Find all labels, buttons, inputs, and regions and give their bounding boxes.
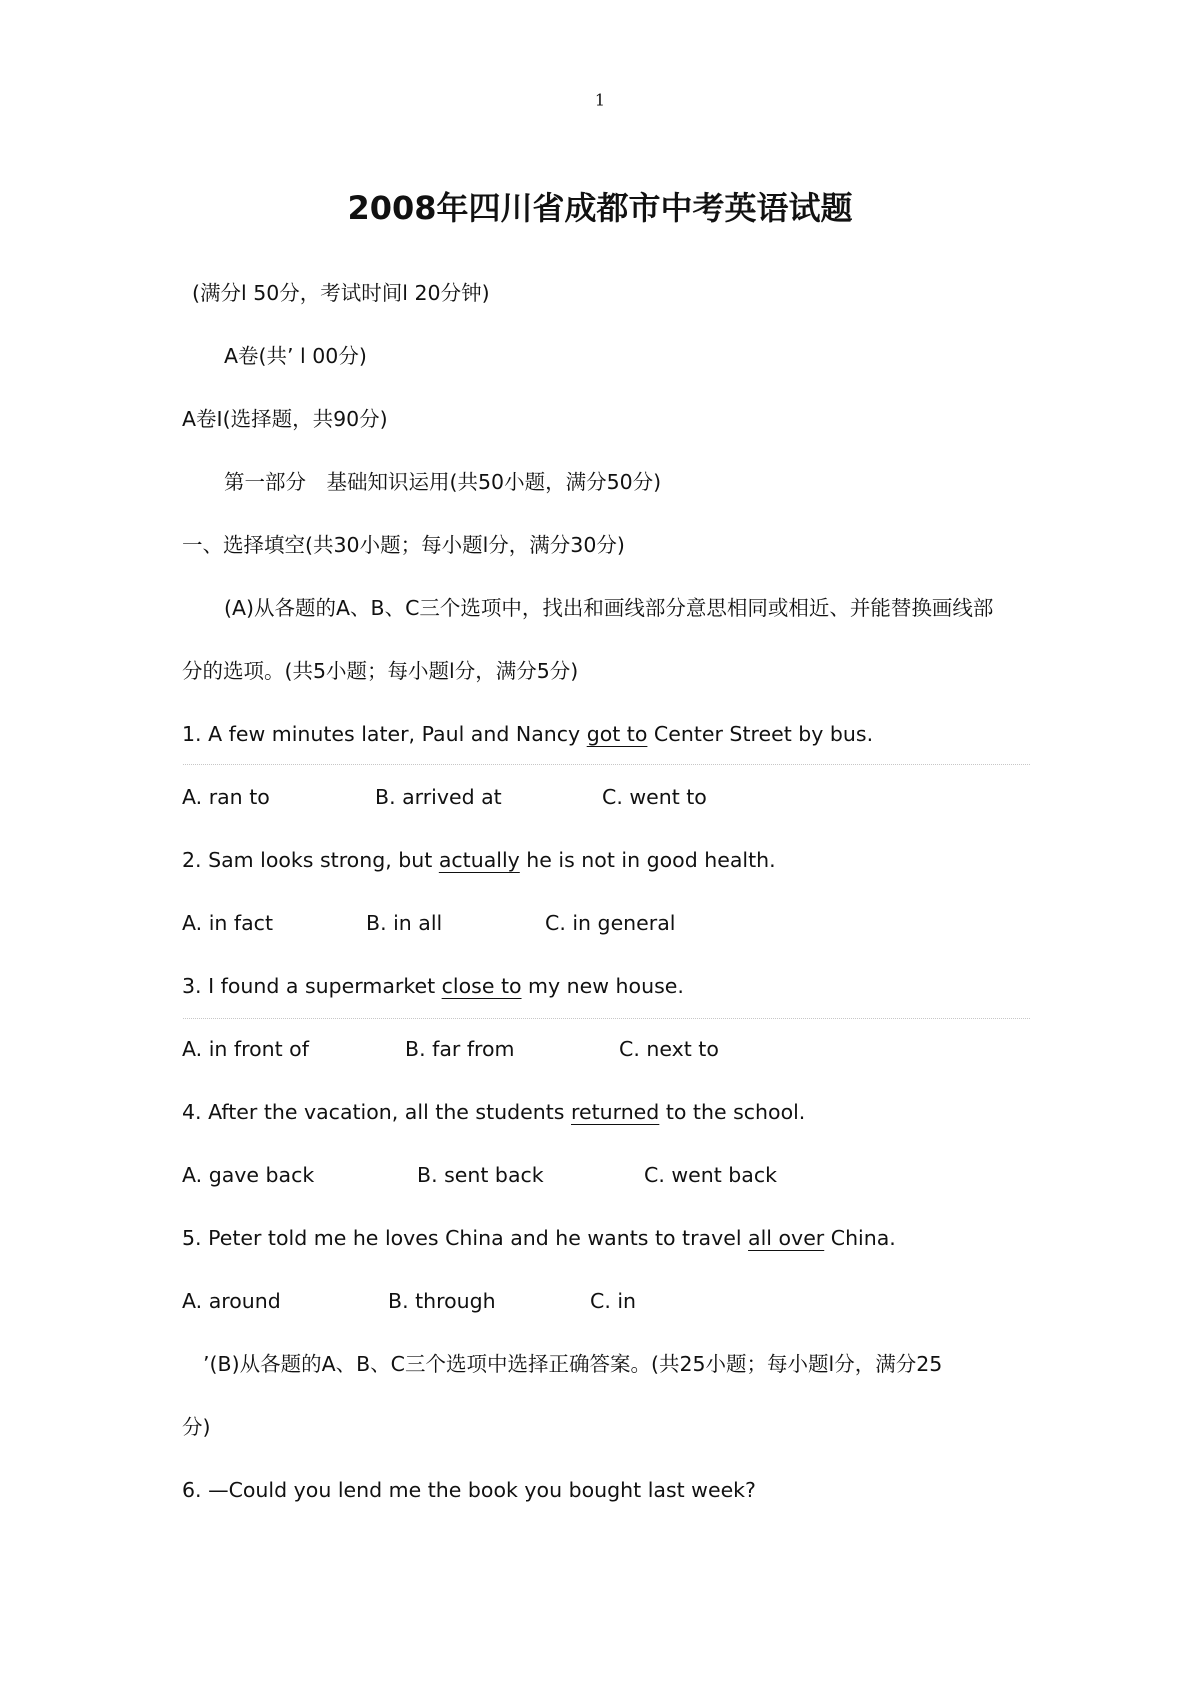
instruction-a-line2: 分的选项。(共5小题；每小题l分，满分5分) xyxy=(182,659,579,683)
option-c: C. went to xyxy=(602,785,707,809)
question-3-text-end: my new house. xyxy=(521,974,684,998)
question-3-text: 3. I found a supermarket xyxy=(182,974,442,998)
question-3-underlined: close to xyxy=(441,974,522,998)
option-c: C. next to xyxy=(619,1037,719,1061)
option-a: A. in front of xyxy=(182,1037,309,1061)
question-5-underlined: all over xyxy=(748,1226,825,1250)
option-a: A. ran to xyxy=(182,785,270,809)
option-a: A. gave back xyxy=(182,1163,315,1187)
question-2-underlined: actually xyxy=(438,848,520,872)
question-4-text-end: to the school. xyxy=(659,1100,806,1124)
option-c: C. in general xyxy=(545,911,676,935)
question-4-underlined: returned xyxy=(571,1100,660,1124)
full-marks-note: (满分l 50分，考试时间l 20分钟) xyxy=(192,281,490,305)
question-1 xyxy=(182,720,873,748)
option-b: B. through xyxy=(388,1289,496,1313)
question-6: 6. —Could you lend me the book you bought last week? xyxy=(182,1478,756,1502)
juan-a-1-heading: A卷I(选择题，共90分) xyxy=(182,407,388,431)
question-2-text-end: he is not in good health. xyxy=(519,848,776,872)
question-1-underlined: got to xyxy=(586,722,648,746)
exam-title: 2008年四川省成都市中考英语试题 xyxy=(347,189,853,227)
instruction-a-line1: (A)从各题的A、B、C三个选项中，找出和画线部分意思相同或相近、并能替换画线部 xyxy=(224,596,994,620)
question-5 xyxy=(182,1224,896,1252)
question-3 xyxy=(182,972,684,1000)
dotted-divider xyxy=(183,1018,1030,1019)
question-2 xyxy=(182,846,776,874)
option-b: B. sent back xyxy=(417,1163,544,1187)
option-a: A. around xyxy=(182,1289,281,1313)
page-number: 1 xyxy=(594,90,606,110)
instruction-b-line1: ’(B)从各题的A、B、C三个选项中选择正确答案。(共25小题；每小题l分，满分25 xyxy=(203,1352,943,1376)
option-a: A. in fact xyxy=(182,911,273,935)
question-5-text-end: China. xyxy=(824,1226,896,1250)
juan-a-heading: A卷(共’ l 00分) xyxy=(224,344,367,368)
dotted-divider xyxy=(183,764,1030,765)
instruction-b-line2: 分) xyxy=(182,1415,211,1439)
option-c: C. went back xyxy=(644,1163,777,1187)
option-c: C. in xyxy=(590,1289,637,1313)
question-4 xyxy=(182,1098,805,1126)
option-b: B. far from xyxy=(405,1037,515,1061)
option-b: B. in all xyxy=(366,911,443,935)
option-b: B. arrived at xyxy=(375,785,502,809)
question-1-text: 1. A few minutes later, Paul and Nancy xyxy=(182,722,587,746)
question-4-text: 4. After the vacation, all the students xyxy=(182,1100,571,1124)
part-one-heading: 第一部分 基础知识运用(共50小题，满分50分) xyxy=(224,470,662,494)
question-1-text-end: Center Street by bus. xyxy=(647,722,874,746)
question-2-text: 2. Sam looks strong, but xyxy=(182,848,439,872)
question-5-text: 5. Peter told me he loves China and he wants to travel xyxy=(182,1226,749,1250)
section-one-heading: 一、选择填空(共30小题；每小题l分，满分30分) xyxy=(182,533,625,557)
